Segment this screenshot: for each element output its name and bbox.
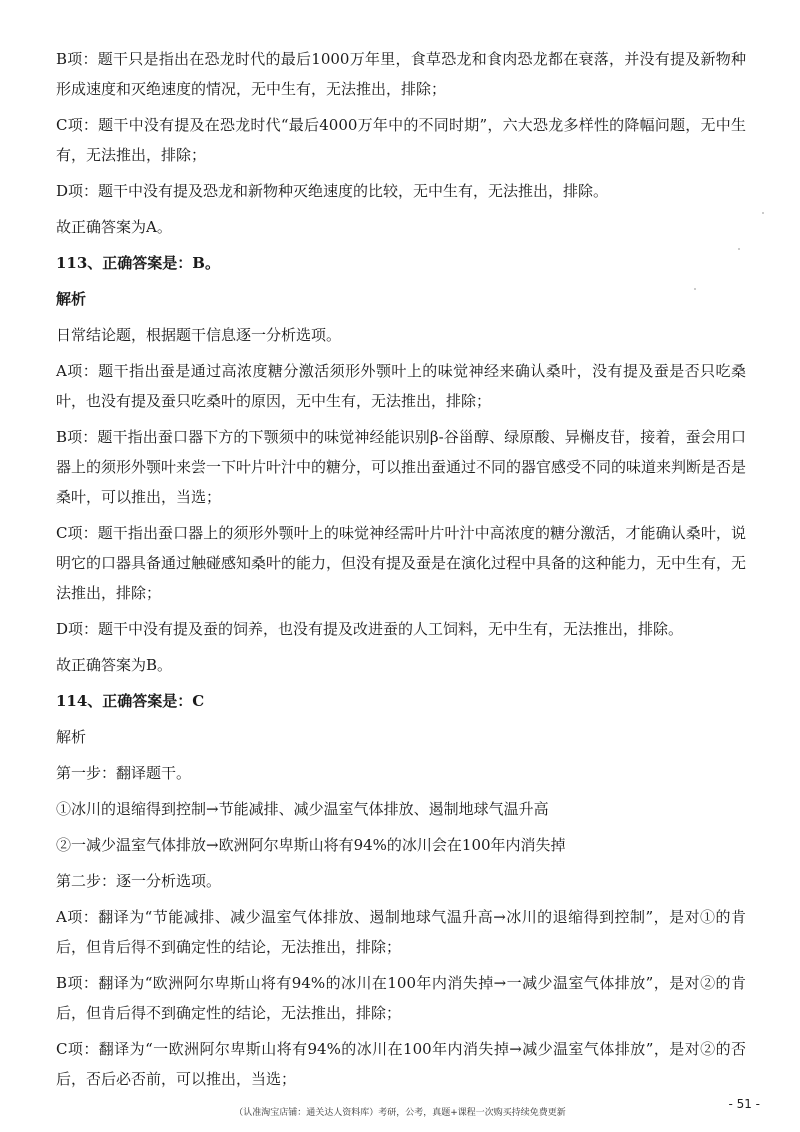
paragraph: C项：翻译为“一欧洲阿尔卑斯山将有94%的冰川在100年内消失掉→减少温室气体排放”，是对②的否后，否后必否前，可以推出，当选； [56, 1040, 746, 1088]
paragraph: A项：题干指出蚕是通过高浓度糖分激活须形外颚叶上的味觉神经来确认桑叶，没有提及蚕是否只吃桑叶，也没有提及蚕只吃桑叶的原因，无中生有，无法推出，排除； [56, 362, 746, 410]
paragraph: B项：题干指出蚕口器下方的下颚须中的味觉神经能识别β-谷甾醇、绿原酸、异槲皮苷，接着，蚕会用口器上的须形外颚叶来尝一下叶片叶汁中的糖分，可以推出蚕通过不同的器官感受不同的味道来判断是否是桑叶，可以推出，当选； [56, 428, 747, 506]
paragraph: B项：题干只是指出在恐龙时代的最后1000万年里，食草恐龙和食肉恐龙都在衰落，并没有提及新物种形成速度和灭绝速度的情况，无中生有，无法推出，排除； [56, 50, 746, 98]
paragraph: C项：题干指出蚕口器上的须形外颚叶上的味觉神经需叶片叶汁中高浓度的糖分激活，才能确认桑叶，说明它的口器具备通过触碰感知桑叶的能力，但没有提及蚕是在演化过程中具备的这种能力，无中生有，无法推出，排除； [56, 524, 747, 602]
paragraph: C项：题干中没有提及在恐龙时代“最后4000万年中的不同时期”，六大恐龙多样性的降幅问题，无中生有，无法推出，排除； [56, 116, 746, 164]
paragraph: A项：翻译为“节能减排、减少温室气体排放、遏制地球气温升高→冰川的退缩得到控制”，是对①的肯后，但肯后得不到确定性的结论，无法推出，排除； [56, 908, 746, 956]
paragraph: D项：题干中没有提及恐龙和新物种灭绝速度的比较，无中生有，无法推出，排除。 [56, 182, 609, 200]
paragraph: 第二步：逐一分析选项。 [56, 872, 222, 890]
footer-note: （认准淘宝店铺：通关达人资料库）考研，公考，真题+课程一次购买持续免费更新 [234, 1108, 566, 1118]
page-number: - 51 - [728, 1097, 760, 1111]
scan-speck [738, 248, 740, 250]
paragraph: 故正确答案为B。 [56, 656, 173, 674]
paragraph: ②一减少温室气体排放→欧洲阿尔卑斯山将有94%的冰川会在100年内消失掉 [56, 836, 566, 854]
paragraph: 解析 [56, 728, 87, 746]
section-heading: 114、正确答案是：C [56, 692, 205, 710]
paragraph: B项：翻译为“欧洲阿尔卑斯山将有94%的冰川在100年内消失掉→一减少温室气体排放”，是对②的肯后，但肯后得不到确定性的结论，无法推出，排除； [56, 974, 746, 1022]
paragraph: D项：题干中没有提及蚕的饲养，也没有提及改进蚕的人工饲料，无中生有，无法推出，排除。 [56, 620, 684, 638]
section-heading: 解析 [56, 290, 87, 308]
paragraph: 第一步：翻译题干。 [56, 764, 192, 782]
paragraph: 日常结论题，根据题干信息逐一分析选项。 [56, 326, 342, 344]
scan-speck [694, 288, 696, 290]
section-heading: 113、正确答案是：B。 [56, 254, 220, 272]
document-body [56, 44, 746, 1100]
paragraph: ①冰川的退缩得到控制→节能减排、减少温室气体排放、遏制地球气温升高 [56, 800, 549, 818]
paragraph: 故正确答案为A。 [56, 218, 172, 236]
scan-speck [762, 212, 764, 214]
